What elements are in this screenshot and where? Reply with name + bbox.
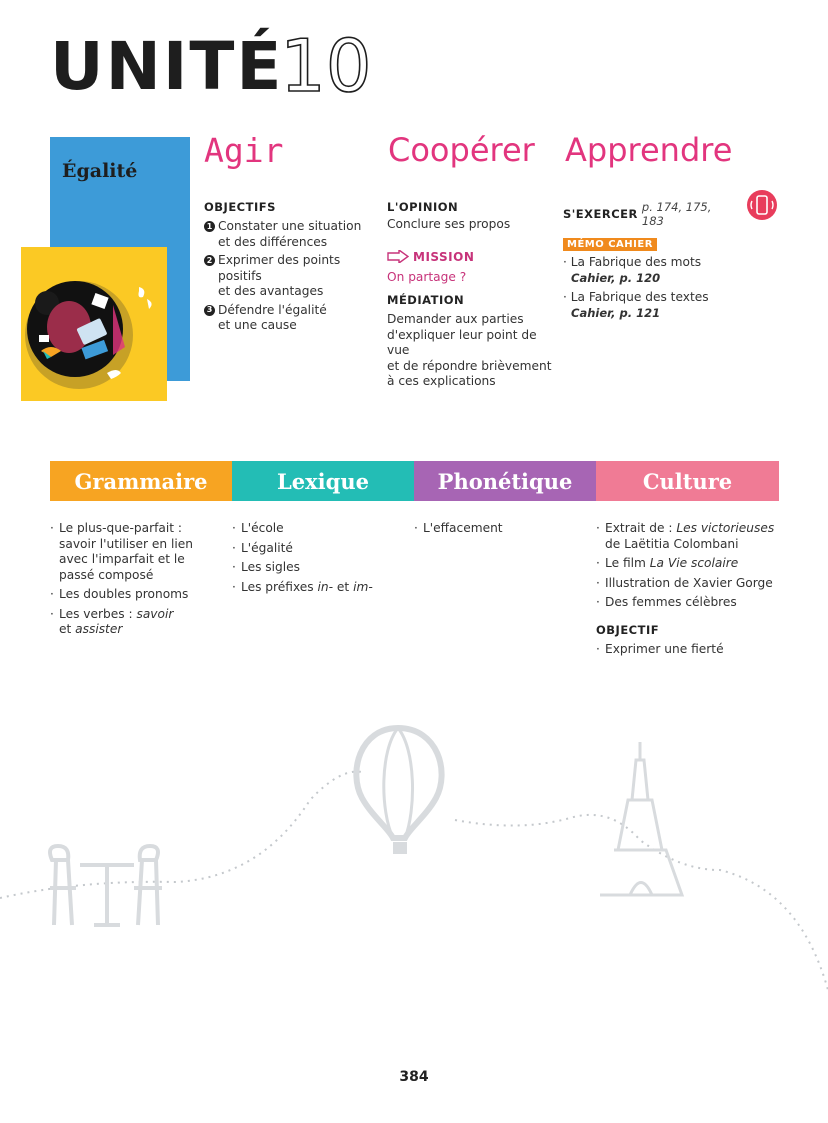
cooperer-heading: Coopérer — [388, 131, 535, 169]
mobile-app-icon[interactable] — [746, 189, 778, 225]
memo-item — [563, 255, 778, 286]
list-text: de Laëtitia Colombani — [605, 536, 739, 551]
objectif-line: et des avantages — [218, 284, 324, 298]
memo-item-text: · La Fabrique des textes — [563, 290, 778, 306]
memo-item-text: · La Fabrique des mots — [563, 255, 778, 271]
list-text: Les préfixes — [241, 579, 318, 594]
unit-title-word: UNITÉ — [50, 28, 284, 105]
list-item: · L'égalité — [232, 540, 293, 555]
list-text: et — [59, 622, 76, 636]
list-item: · Des femmes célèbres — [596, 595, 737, 609]
list-text: Le film — [605, 556, 650, 570]
list-line: avec l'imparfait et le — [59, 552, 185, 566]
sexercer-label: S'EXERCER — [563, 207, 638, 221]
memo-item-ref: Cahier, p. 121 — [571, 305, 661, 320]
grammaire-list — [50, 521, 228, 642]
page-number: 384 — [399, 1069, 429, 1085]
list-text: Les verbes : — [59, 606, 137, 621]
arrow-icon — [387, 248, 409, 267]
illustration-svg — [21, 247, 167, 401]
memo-cahier-badge: MÉMO CAHIER — [563, 238, 657, 251]
list-item: · Illustration de Xavier Gorge — [596, 575, 773, 590]
objectifs-label: OBJECTIFS — [204, 200, 276, 214]
list-italic: in- — [317, 579, 334, 594]
list-italic: La Vie scolaire — [649, 556, 739, 570]
objectif-line: et des différences — [218, 234, 328, 249]
agir-heading: Agir — [204, 131, 284, 170]
list-text: Exprimer une fierté — [605, 642, 724, 656]
apprendre-heading: Apprendre — [565, 131, 733, 169]
band-grammaire: Grammaire — [50, 461, 232, 501]
theme-label: Égalité — [62, 160, 138, 182]
sexercer-pages: p. 174, 175, 183 — [641, 200, 712, 228]
number-badge: 2 — [204, 255, 215, 266]
landscape-illustration — [0, 720, 828, 1000]
list-item: · L'effacement — [414, 521, 503, 535]
list-item: · L'école — [232, 521, 284, 535]
mediation-label: MÉDIATION — [387, 293, 465, 307]
objectif-line: Exprimer des points positifs — [218, 253, 341, 283]
list-text: Illustration de Xavier Gorge — [605, 575, 773, 590]
list-italic: Les victorieuses — [676, 521, 775, 535]
mediation-line: et de répondre brièvement — [387, 358, 552, 373]
mission-row — [387, 248, 562, 267]
list-item: · Les verbes : savoir et assister — [50, 606, 174, 636]
eiffel-tower-icon — [600, 742, 682, 895]
list-item: · Les doubles pronoms — [50, 587, 189, 601]
list-text: Les doubles pronoms — [59, 587, 189, 601]
mission-link[interactable]: On partage ? — [387, 269, 467, 284]
mediation-text — [387, 312, 562, 390]
list-text: Les sigles — [241, 560, 301, 574]
sexercer-row — [563, 200, 778, 228]
list-line: passé composé — [59, 567, 154, 582]
list-text: L'égalité — [241, 540, 293, 555]
list-italic: im- — [353, 579, 373, 594]
list-text: L'école — [241, 521, 284, 535]
list-text: L'effacement — [423, 521, 503, 535]
band-culture: Culture — [596, 461, 779, 501]
unit-number: 10 — [280, 24, 372, 108]
number-badge: 1 — [204, 221, 215, 232]
objectif-item — [204, 219, 384, 250]
phonetique-list — [414, 521, 592, 541]
mission-label: MISSION — [413, 250, 475, 264]
objectif-item — [204, 253, 384, 300]
list-text: Des femmes célèbres — [605, 595, 737, 609]
list-italic: savoir — [136, 606, 174, 621]
list-item: · Les préfixes in- et im- — [232, 579, 373, 594]
memo-item-ref: Cahier, p. 120 — [571, 270, 661, 285]
apprendre-column — [563, 200, 778, 321]
lexique-list — [232, 521, 410, 599]
objectif-line: et une cause — [218, 318, 297, 332]
objectif-item — [204, 303, 384, 334]
list-item: · Les sigles — [232, 560, 301, 574]
number-badge: 3 — [204, 305, 215, 316]
opinion-text: Conclure ses propos — [387, 217, 511, 231]
person-with-laptop-illustration — [21, 247, 167, 401]
mediation-line: Demander aux parties — [387, 312, 524, 326]
opinion-label: L'OPINION — [387, 200, 459, 214]
list-text: Extrait de : — [605, 521, 677, 535]
memo-item — [563, 290, 778, 321]
agir-column — [204, 200, 384, 337]
hot-air-balloon-icon — [356, 728, 441, 854]
band-phonetique: Phonétique — [414, 461, 596, 501]
list-line: savoir l'utiliser en lien — [59, 536, 193, 551]
list-item: · Exprimer une fierté — [596, 642, 724, 656]
objectif-line: Défendre l'égalité — [218, 302, 327, 317]
mediation-line: d'expliquer leur point de vue — [387, 327, 537, 357]
cooperer-column — [387, 200, 562, 390]
list-italic: assister — [75, 622, 123, 636]
list-line: Le plus-que-parfait : — [59, 521, 183, 535]
list-item: · Le plus-que-parfait : savoir l'utiliser en lien avec l'imparfait et le passé composé — [50, 521, 193, 582]
objectif-label: OBJECTIF — [596, 622, 660, 637]
decorative-landscape — [0, 720, 828, 1000]
band-lexique: Lexique — [232, 461, 414, 501]
cafe-table-chairs-icon — [50, 846, 162, 925]
culture-list — [596, 521, 778, 662]
list-item: · Extrait de : Les victorieuses de Laëtitia Colombani — [596, 521, 775, 551]
list-text: et — [333, 579, 354, 594]
list-item: · Le film La Vie scolaire — [596, 556, 739, 570]
mediation-line: à ces explications — [387, 374, 496, 388]
objectif-line: Constater une situation — [218, 219, 362, 233]
